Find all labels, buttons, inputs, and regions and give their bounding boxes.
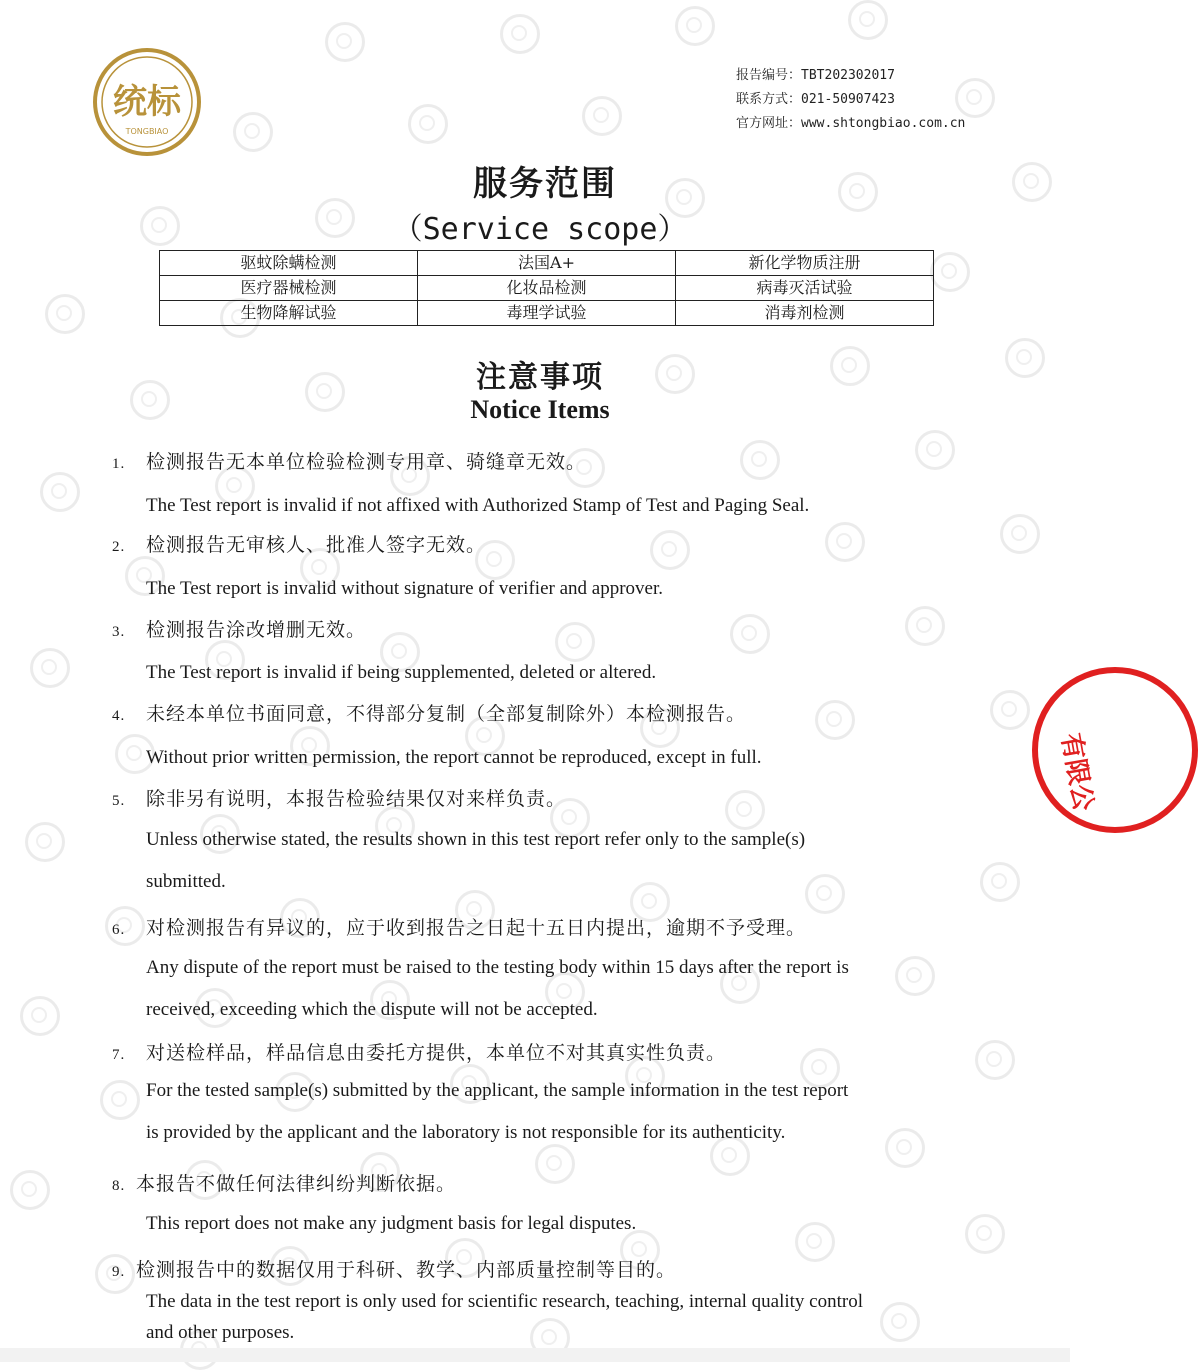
table-cell: 病毒灭活试验 (676, 276, 934, 301)
notice-item-6-en-line-1: Any dispute of the report must be raised to the testing body within 15 days after the report is (146, 957, 849, 978)
notice-item-6-zh (112, 913, 806, 940)
company-seal-stamp (1030, 665, 1200, 835)
table-cell: 医疗器械检测 (160, 276, 418, 301)
notice-item-8-zh (112, 1169, 456, 1196)
notice-item-9-en-line-2: and other purposes. (146, 1322, 295, 1343)
item-text-zh: 检测报告中的数据仅用于科研、教学、内部质量控制等目的。 (136, 1259, 677, 1281)
notice-item-2-en: The Test report is invalid without signature of verifier and approver. (146, 578, 663, 599)
item-text-zh: 本报告不做任何法律纠纷判断依据。 (136, 1173, 457, 1195)
table-cell: 消毒剂检测 (676, 301, 934, 326)
table-cell: 驱蚊除螨检测 (160, 251, 418, 276)
notice-item-7-en-line-2: is provided by the applicant and the laboratory is not responsible for its authenticity. (146, 1122, 786, 1143)
logo-sub-text: TONGBIAO (125, 127, 169, 136)
item-text-zh: 检测报告涂改增删无效。 (146, 619, 367, 641)
notice-item-5-en-line-1: Unless otherwise stated, the results shown in this test report refer only to the sample(s) (146, 829, 806, 850)
website-value: www.shtongbiao.com.cn (801, 116, 966, 131)
item-text-zh: 对送检样品，样品信息由委托方提供，本单位不对其真实性负责。 (146, 1042, 727, 1064)
item-number: 9. (112, 1264, 126, 1280)
website-label: 官方网址： (736, 116, 802, 131)
notice-item-7-zh (112, 1038, 726, 1065)
notice-item-9-zh (112, 1255, 676, 1282)
item-number: 5. (112, 793, 126, 809)
report-number (736, 64, 965, 88)
notice-item-3-en: The Test report is invalid if being supplemented, deleted or altered. (146, 662, 657, 683)
item-text-zh: 检测报告无本单位检验检测专用章、骑缝章无效。 (146, 451, 587, 473)
notice-item-1-zh (112, 447, 586, 474)
table-cell: 生物降解试验 (160, 301, 418, 326)
service-scope-title-zh: 服务范围 (473, 164, 617, 204)
table-row (160, 276, 934, 301)
phone-label: 联系方式： (736, 92, 802, 107)
notice-item-3-zh (112, 615, 366, 642)
table-cell: 毒理学试验 (418, 301, 676, 326)
notice-item-9-en-line-1: The data in the test report is only used for scientific research, teaching, internal quality control (146, 1291, 863, 1312)
item-number: 8. (112, 1178, 126, 1194)
item-number: 2. (112, 539, 126, 555)
service-scope-title-en: （Service scope） (392, 212, 688, 247)
logo-main-text: 统标 (113, 82, 181, 122)
table-row (160, 251, 934, 276)
notice-title-en: Notice Items (470, 395, 610, 424)
item-text-zh: 除非另有说明，本报告检验结果仅对来样负责。 (146, 788, 567, 810)
notice-item-5-zh (112, 784, 566, 811)
notice-item-4-en: Without prior written permission, the report cannot be reproduced, except in full. (146, 747, 762, 768)
item-number: 3. (112, 624, 126, 640)
item-number: 1. (112, 456, 126, 472)
website (736, 112, 965, 136)
page-bottom-edge (0, 1348, 1070, 1362)
item-number: 6. (112, 922, 126, 938)
phone-value: 021-50907423 (801, 92, 895, 107)
notice-item-6-en-line-2: received, exceeding which the dispute will not be accepted. (146, 999, 598, 1020)
table-cell: 新化学物质注册 (676, 251, 934, 276)
notice-item-4-zh (112, 699, 746, 726)
notice-item-7-en-line-1: For the tested sample(s) submitted by the applicant, the sample information in the test report (146, 1080, 849, 1101)
notice-item-5-en-line-2: submitted. (146, 871, 226, 892)
notice-item-8-en: This report does not make any judgment basis for legal disputes. (146, 1213, 637, 1234)
table-cell: 化妆品检测 (418, 276, 676, 301)
phone (736, 88, 965, 112)
table-cell: 法国A+ (418, 251, 676, 276)
table-row (160, 301, 934, 326)
item-text-zh: 检测报告无审核人、批准人签字无效。 (146, 534, 487, 556)
notice-item-1-en: The Test report is invalid if not affixed with Authorized Stamp of Test and Paging Seal. (146, 495, 810, 516)
item-text-zh: 对检测报告有异议的，应于收到报告之日起十五日内提出，逾期不予受理。 (146, 917, 807, 939)
item-number: 4. (112, 708, 126, 724)
report-number-value: TBT202302017 (801, 68, 895, 83)
tongbiao-logo (92, 47, 202, 157)
service-scope-table (159, 250, 934, 326)
report-number-label: 报告编号： (736, 68, 802, 83)
item-text-zh: 未经本单位书面同意，不得部分复制（全部复制除外）本检测报告。 (146, 703, 747, 725)
notice-title-zh: 注意事项 (476, 360, 604, 395)
item-number: 7. (112, 1047, 126, 1063)
notice-item-2-zh (112, 530, 486, 557)
contact-block (736, 64, 965, 136)
seal-text: 有限公 (1055, 731, 1099, 814)
